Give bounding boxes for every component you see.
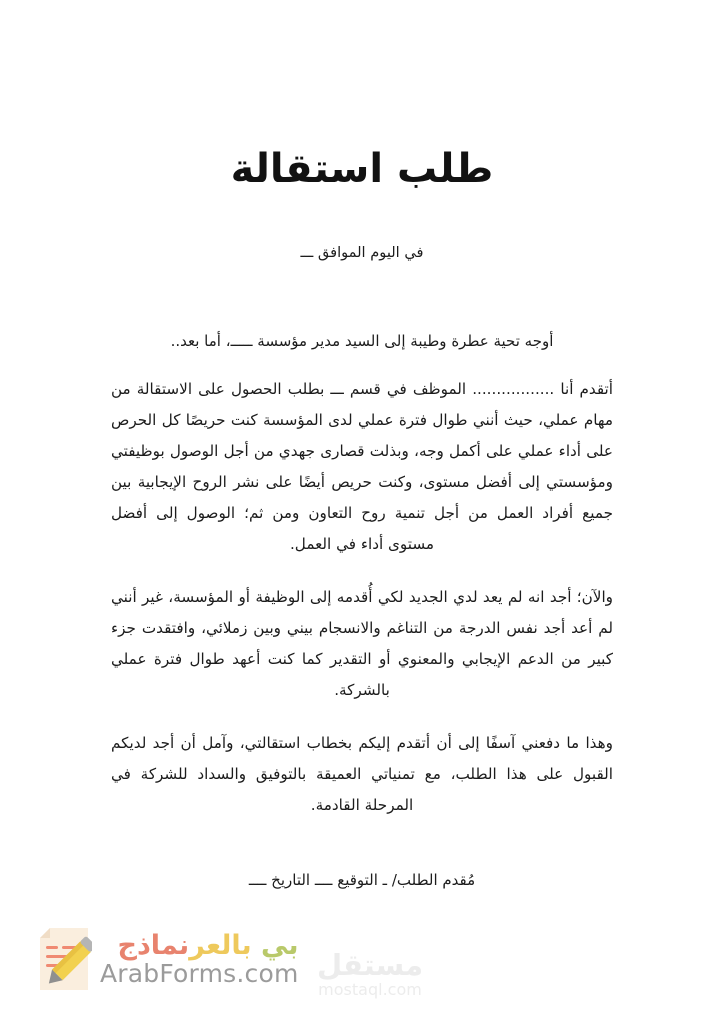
watermark-arabic: مستقل	[316, 948, 424, 982]
body-paragraph-3: وهذا ما دفعني آسفًا إلى أن أتقدم إليكم بخطاب استقالتي، وآمل أن أجد لديكم القبول على هذا الطلب، مع تمنياتي العميقة بالتوفيق والسداد للشركة في المرحلة القادمة.	[111, 734, 613, 814]
arabforms-logo	[36, 916, 299, 1002]
brand-arabic-seg-3: بي	[261, 930, 299, 961]
signature-line: مُقدم الطلب/ ـ التوقيع ــــ التاريخ ــــ	[248, 871, 476, 889]
body-paragraph-2: والآن؛ أجد انه لم يعد لدي الجديد لكي أُقدمه إلى الوظيفة أو المؤسسة، غير أنني لم أعد أجد نفس الدرجة من التناغم والانسجام بيني وبين زملائي، وافتقدت جزء كبير من الدعم الإيجابي والمعنوي أو التقدير كما كنت أعهد طوال فترة عملي بالشركة.	[111, 588, 613, 699]
body-paragraph-1: أتقدم أنا ................. الموظف في قسم ـــ بطلب الحصول على الاستقالة من مهام عملي، حيث أنني طوال فترة عملي لدى المؤسسة كنت حريصًا كل الحرص على أداء عملي على أكمل وجه، وبذلت قصارى جهدي من أجل الوصول بوظيفتي ومؤسستي إلى أفضل مستوى، وكنت حريص أيضًا على نشر الروح الإيجابية بين جميع أفراد العمل من أجل تنمية روح التعاون ومن ثم؛ الوصول إلى أفضل مستوى أداء في العمل.	[111, 380, 613, 553]
document-body	[111, 240, 613, 893]
brand-english-name: ArabForms.com	[100, 959, 299, 988]
brand-arabic-seg-1: نماذج	[117, 930, 190, 961]
date-line: في اليوم الموافق ـــ	[300, 244, 424, 261]
brand-arabic-name	[117, 932, 298, 959]
mostaql-watermark	[307, 950, 433, 1002]
document-pencil-icon	[36, 926, 92, 992]
brand-wordmark	[100, 932, 299, 986]
page-title: طلب استقالة	[230, 145, 494, 192]
greeting-line: أوجه تحية عطرة وطيبة إلى السيد مدير مؤسسة ـــــ، أما بعد..	[170, 332, 554, 350]
brand-arabic-seg-2: بالعر	[189, 930, 262, 961]
watermark-english: mostaql.com	[318, 980, 422, 999]
